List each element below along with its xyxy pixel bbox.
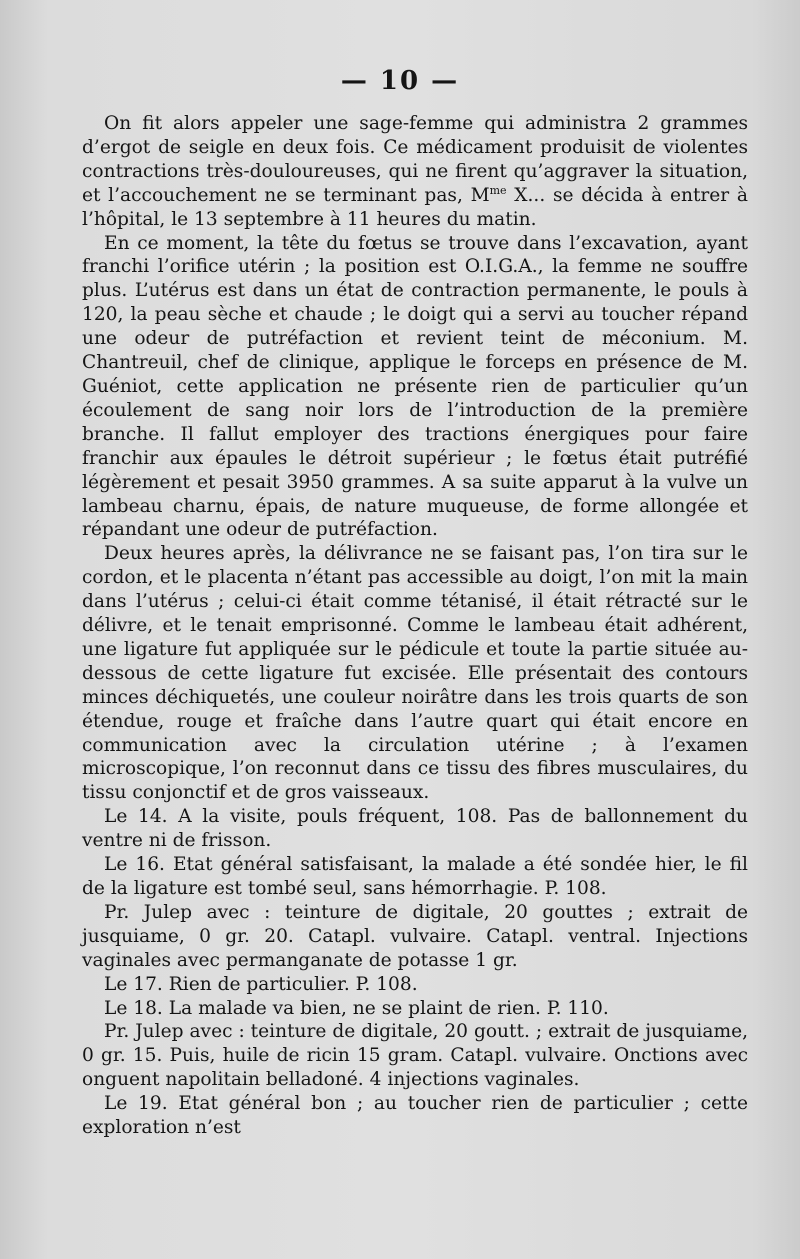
paragraph: Le 17. Rien de particulier. P. 108.	[104, 973, 418, 995]
paragraph: Le 16. Etat général satisfaisant, la malade a été sondée hier, le fil de la ligature est tombé seul, sans hémorrhagie. P. 108.	[82, 854, 748, 899]
paragraph: Le 18. La malade va bien, ne se plaint de rien. P. 110.	[104, 997, 609, 1019]
paragraph: Le 19. Etat général bon ; au toucher rien de particulier ; cette exploration n’est	[82, 1093, 748, 1139]
paragraph: En ce moment, la tête du fœtus se trouve dans l’excavation, ayant franchi l’orifice utérin ; la position est O.I.G.A., la femme ne souffre plus. L’utérus est dans un état de contraction permanente, le pouls à 120, la peau sèche et chaude ; le doigt qui a servi au toucher répand une odeur de putréfaction et revient teint de méconium. M. Chantreuil, chef de clinique, applique le forceps en présence de M. Guéniot, cette application ne présente rien de particulier qu’un écoulement de sang noir lors de l’introduction de la première branche. Il fallut employer des tractions énergiques pour faire franchir aux épaules le détroit supérieur ; le fœtus était putréfié légèrement et pesait 3950 grammes. A sa suite apparut à la vulve un lambeau charnu, épais, de nature muqueuse, de forme allongée et répandant une odeur de putréfaction.	[82, 232, 748, 541]
paragraph: On fit alors appeler une sage-femme qui administra 2 grammes d’ergot de seigle en deux fois. Ce médicament produisit de violentes contractions très-douloureuses, qui ne firent qu’aggraver la situation, et l’accouchement ne se terminant pas, $M^{me}$ X... se décida à entrer à l’hôpital, le 13 septembre à 11 heures du matin.	[82, 113, 748, 230]
paragraph: Deux heures après, la délivrance ne se faisant pas, l’on tira sur le cordon, et le placenta n’étant pas accessible au doigt, l’on mit la main dans l’utérus ; celui-ci était comme tétanisé, il était rétracté sur le délivre, et le tenait emprisonné. Comme le lambeau était adhérent, une ligature fut appliquée sur le pédicule et toute la partie située au-dessous de cette ligature fut excisée. Elle présentait des contours minces déchiquetés, une couleur noirâtre dans les trois quarts de son étendue, rouge et fraîche dans l’autre quart qui était encore en communication avec la circulation utérine ; à l’examen microscopique, l’on reconnut dans ce tissu des fibres musculaires, du tissu conjonctif et de gros vaisseaux.	[82, 543, 748, 804]
body-text	[82, 112, 748, 1140]
page-number: — 10 —	[340, 66, 460, 96]
paragraph: Pr. Julep avec : teinture de digitale, 20 gouttes ; extrait de jusquiame, 0 gr. 20. Catapl. vulvaire. Catapl. ventral. Injections vaginales avec permanganate de potasse 1 gr.	[82, 901, 748, 971]
paragraph: Le 14. A la visite, pouls fréquent, 108. Pas de ballonnement du ventre ni de frisson.	[82, 806, 748, 852]
paragraph: Pr. Julep avec : teinture de digitale, 20 goutt. ; extrait de jusquiame, 0 gr. 15. Puis, huile de ricin 15 gram. Catapl. vulvaire. Onctions avec onguent napolitain belladoné. 4 injections vaginales.	[82, 1021, 748, 1091]
